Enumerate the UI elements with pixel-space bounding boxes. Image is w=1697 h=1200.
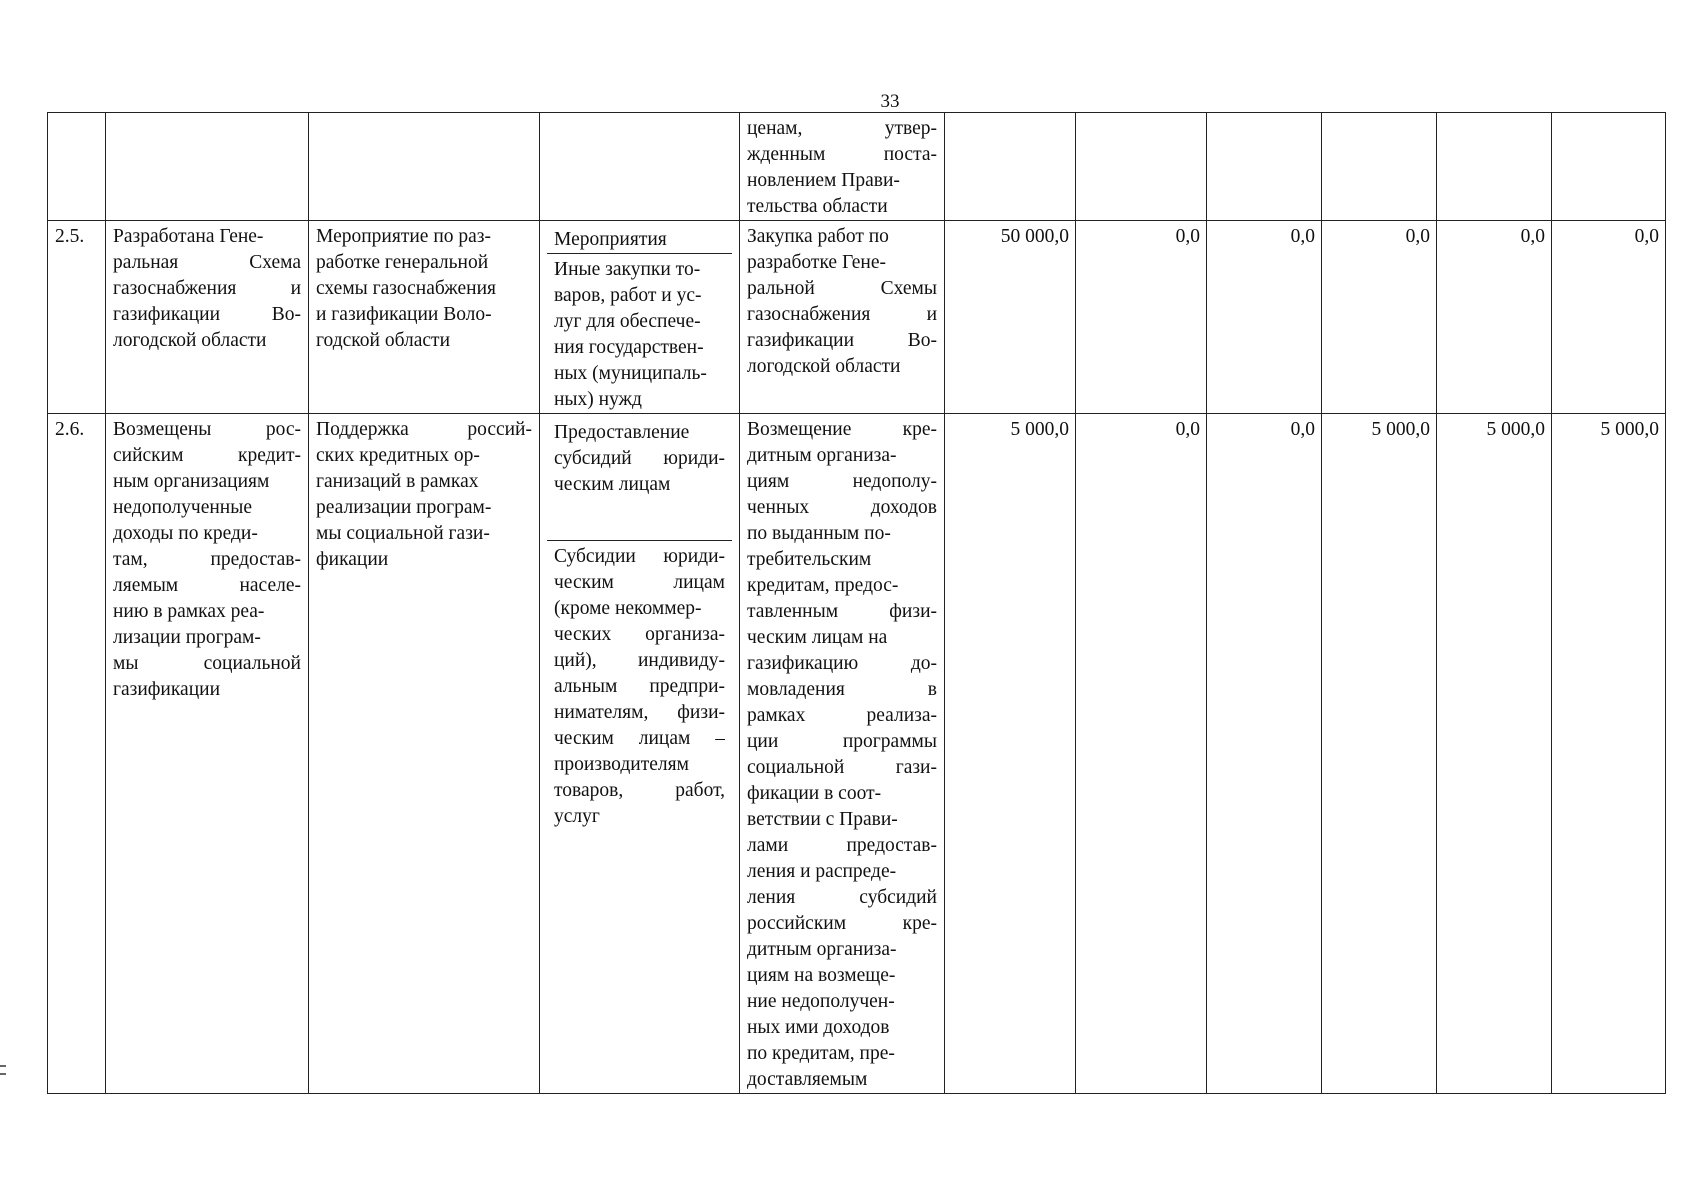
text-line: жденным поста- bbox=[747, 144, 937, 165]
text-line: ций), индивиду- bbox=[554, 650, 725, 671]
text-line: ных ими доходов bbox=[747, 1017, 890, 1038]
text-line: ческих организа- bbox=[554, 624, 725, 645]
text-line: ских кредитных ор- bbox=[316, 445, 480, 466]
text-line: логодской области bbox=[747, 356, 901, 377]
activity-cell bbox=[740, 113, 945, 221]
text-line: Мероприятия bbox=[554, 229, 667, 250]
text-line: доходы по креди- bbox=[113, 523, 258, 544]
expense-type-bottom bbox=[547, 541, 732, 830]
text-line: газоснабжения и bbox=[747, 304, 937, 325]
text-line: мовладения в bbox=[747, 679, 937, 700]
text-line: Иные закупки то- bbox=[554, 259, 701, 280]
text-line: Возмещение кре- bbox=[747, 419, 937, 440]
expense-type-cell bbox=[540, 221, 740, 414]
measure-cell bbox=[309, 414, 540, 1094]
text-line: там, предостав- bbox=[113, 549, 301, 570]
text-line: Закупка работ по bbox=[747, 226, 889, 247]
text-line: кредитам, предос- bbox=[747, 575, 899, 596]
expense-type-bottom bbox=[547, 254, 732, 413]
amount-cell bbox=[1552, 113, 1666, 221]
text-line: недополученные bbox=[113, 497, 253, 518]
amount-cell bbox=[945, 113, 1076, 221]
text-line: мы социальной bbox=[113, 653, 301, 674]
text-line: мы социальной гази- bbox=[316, 523, 490, 544]
text-line: лизации програм- bbox=[113, 627, 261, 648]
text-line: Субсидии юриди- bbox=[554, 546, 725, 567]
amount-cell: 0,0 bbox=[1552, 221, 1666, 414]
text-line: по выданным по- bbox=[747, 523, 891, 544]
text-line: луг для обеспече- bbox=[554, 311, 701, 332]
page-number: 33 bbox=[880, 91, 900, 112]
amount-cell bbox=[1207, 113, 1322, 221]
text-line: по кредитам, пре- bbox=[747, 1043, 895, 1064]
text-line: ценам, утвер- bbox=[747, 118, 937, 139]
text-line: ления субсидий bbox=[747, 887, 937, 908]
amount-cell: 0,0 bbox=[1207, 221, 1322, 414]
amount-cell: 5 000,0 bbox=[945, 414, 1076, 1094]
text-line: газификации Во- bbox=[113, 304, 301, 325]
text-line: циям на возмеще- bbox=[747, 965, 896, 986]
result-cell bbox=[106, 221, 309, 414]
text-line: ческим лицам на bbox=[747, 627, 888, 648]
amount-cell: 0,0 bbox=[1076, 414, 1207, 1094]
text-line: субсидий юриди- bbox=[554, 448, 725, 469]
text-line: Мероприятие по раз- bbox=[316, 226, 491, 247]
text-line: дитным организа- bbox=[747, 445, 897, 466]
text-line: услуг bbox=[554, 806, 600, 827]
text-line: доставляемым bbox=[747, 1069, 868, 1090]
text-line: новлением Прави- bbox=[747, 170, 900, 191]
text-line: тавленным физи- bbox=[747, 601, 937, 622]
amount-cell: 5 000,0 bbox=[1437, 414, 1552, 1094]
text-line: схемы газоснабжения bbox=[316, 278, 497, 299]
text-line: логодской области bbox=[113, 330, 267, 351]
expense-type-cell bbox=[540, 414, 740, 1094]
text-line: требительским bbox=[747, 549, 872, 570]
expense-type-cell bbox=[540, 113, 740, 221]
text-line: рамках реализа- bbox=[747, 705, 937, 726]
text-line: ным организациям bbox=[113, 471, 270, 492]
text-line: варов, работ и ус- bbox=[554, 285, 702, 306]
text-line: ческим лицам bbox=[554, 474, 671, 495]
amount-cell bbox=[1322, 113, 1437, 221]
amount-cell: 0,0 bbox=[1437, 221, 1552, 414]
table-row bbox=[48, 414, 1666, 1094]
text-line: циям недополу- bbox=[747, 471, 937, 492]
text-line: работке генеральной bbox=[316, 252, 489, 273]
amount-cell: 5 000,0 bbox=[1322, 414, 1437, 1094]
activity-cell bbox=[740, 221, 945, 414]
text-line: ческим лицам – bbox=[554, 728, 725, 749]
text-line: ганизаций в рамках bbox=[316, 471, 479, 492]
text-line: разработке Гене- bbox=[747, 252, 886, 273]
amount-cell: 50 000,0 bbox=[945, 221, 1076, 414]
text-line: Поддержка россий- bbox=[316, 419, 532, 440]
text-line: фикации bbox=[316, 549, 389, 570]
text-line: тельства области bbox=[747, 196, 888, 217]
text-line: сийским кредит- bbox=[113, 445, 301, 466]
text-line: и газификации Воло- bbox=[316, 304, 492, 325]
text-line: ных (муниципаль- bbox=[554, 363, 707, 384]
activity-cell bbox=[740, 414, 945, 1094]
text-line: ляемым населе- bbox=[113, 575, 301, 596]
expense-type-top bbox=[547, 224, 732, 254]
result-cell bbox=[106, 414, 309, 1094]
text-line: альным предпри- bbox=[554, 676, 725, 697]
text-line: газоснабжения и bbox=[113, 278, 301, 299]
text-line: фикации в соот- bbox=[747, 783, 882, 804]
text-line: (кроме некоммер- bbox=[554, 598, 702, 619]
amount-cell bbox=[1076, 113, 1207, 221]
table-row bbox=[48, 221, 1666, 414]
measure-cell bbox=[309, 221, 540, 414]
amount-cell: 5 000,0 bbox=[1552, 414, 1666, 1094]
text-line: социальной гази- bbox=[747, 757, 937, 778]
text-line: российским кре- bbox=[747, 913, 937, 934]
text-line: производителям bbox=[554, 754, 689, 775]
text-line: нимателям, физи- bbox=[554, 702, 725, 723]
scan-edge-marks bbox=[0, 1065, 6, 1081]
program-table bbox=[47, 112, 1666, 1094]
result-cell bbox=[106, 113, 309, 221]
text-line: газификации Во- bbox=[747, 330, 937, 351]
row-number-cell: 2.5. bbox=[48, 221, 106, 414]
text-line: товаров, работ, bbox=[554, 780, 725, 801]
expense-type-top bbox=[547, 417, 732, 541]
text-line: ных) нужд bbox=[554, 389, 642, 410]
measure-cell bbox=[309, 113, 540, 221]
amount-cell: 0,0 bbox=[1207, 414, 1322, 1094]
text-line: ческим лицам bbox=[554, 572, 725, 593]
text-line: Предоставление bbox=[554, 422, 690, 443]
text-line: ния государствен- bbox=[554, 337, 704, 358]
amount-cell: 0,0 bbox=[1076, 221, 1207, 414]
text-line: ветствии с Прави- bbox=[747, 809, 898, 830]
row-number-cell: 2.6. bbox=[48, 414, 106, 1094]
text-line: ченных доходов bbox=[747, 497, 937, 518]
text-line: ции программы bbox=[747, 731, 937, 752]
text-line: ления и распреде- bbox=[747, 861, 897, 882]
text-line: ние недополучен- bbox=[747, 991, 895, 1012]
text-line: нию в рамках реа- bbox=[113, 601, 265, 622]
text-line: дитным организа- bbox=[747, 939, 897, 960]
text-line: газификацию до- bbox=[747, 653, 937, 674]
row-number-cell bbox=[48, 113, 106, 221]
text-line: Разработана Гене- bbox=[113, 226, 264, 247]
text-line: лами предостав- bbox=[747, 835, 937, 856]
text-line: годской области bbox=[316, 330, 451, 351]
text-line: газификации bbox=[113, 679, 221, 700]
amount-cell bbox=[1437, 113, 1552, 221]
amount-cell: 0,0 bbox=[1322, 221, 1437, 414]
text-line: ральная Схема bbox=[113, 252, 301, 273]
text-line: реализации програм- bbox=[316, 497, 492, 518]
text-line: Возмещены рос- bbox=[113, 419, 301, 440]
table-row bbox=[48, 113, 1666, 221]
text-line: ральной Схемы bbox=[747, 278, 937, 299]
